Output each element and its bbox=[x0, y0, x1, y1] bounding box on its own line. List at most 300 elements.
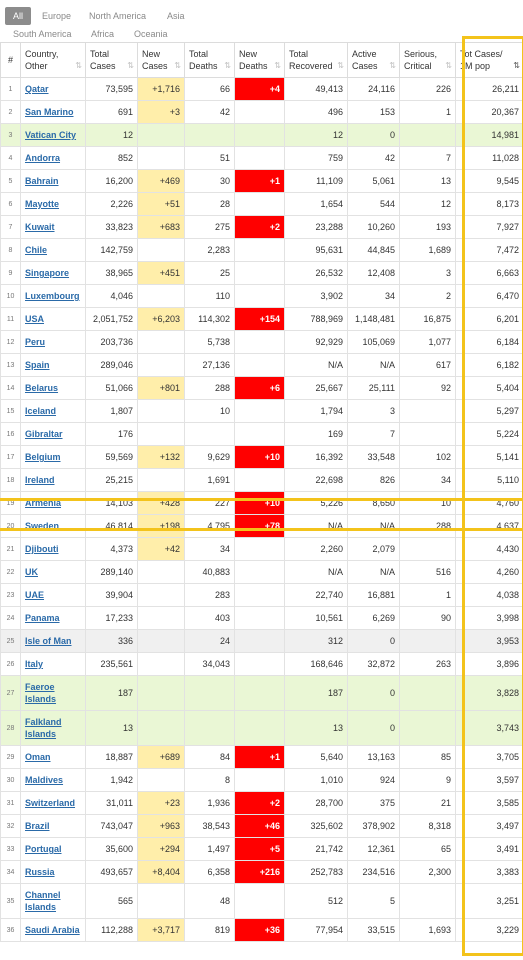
new-cases-cell bbox=[138, 285, 185, 308]
serious-critical-cell: 90 bbox=[400, 607, 456, 630]
country-cell bbox=[21, 607, 86, 630]
new-deaths-cell bbox=[235, 354, 285, 377]
cases-per-million-cell: 3,597 bbox=[456, 769, 523, 792]
new-deaths-cell bbox=[235, 607, 285, 630]
serious-critical-cell: 102 bbox=[400, 446, 456, 469]
serious-critical-cell: 1 bbox=[400, 101, 456, 124]
table-row bbox=[1, 446, 523, 469]
country-link[interactable]: Saudi Arabia bbox=[25, 925, 80, 935]
sort-icon: ⇅ bbox=[337, 61, 344, 70]
country-link[interactable]: Maldives bbox=[25, 775, 64, 785]
cases-per-million-cell: 3,705 bbox=[456, 746, 523, 769]
active-cases-cell: 10,260 bbox=[348, 216, 400, 239]
total-cases-cell: 1,807 bbox=[86, 400, 138, 423]
cases-per-million-cell: 4,260 bbox=[456, 561, 523, 584]
cases-per-million-cell: 5,141 bbox=[456, 446, 523, 469]
country-cell bbox=[21, 446, 86, 469]
cases-per-million-cell: 6,201 bbox=[456, 308, 523, 331]
serious-critical-cell: 263 bbox=[400, 653, 456, 676]
country-link[interactable]: Singapore bbox=[25, 268, 70, 278]
country-link[interactable]: Qatar bbox=[25, 84, 49, 94]
total-cases-cell: 565 bbox=[86, 884, 138, 919]
new-cases-cell bbox=[138, 884, 185, 919]
rank-cell: 27 bbox=[1, 676, 21, 711]
country-link[interactable]: UAE bbox=[25, 590, 45, 600]
serious-critical-cell: 21 bbox=[400, 792, 456, 815]
total-deaths-cell: 84 bbox=[185, 746, 235, 769]
cases-per-million-cell: 3,953 bbox=[456, 630, 523, 653]
rank-cell: 34 bbox=[1, 861, 21, 884]
table-body bbox=[1, 78, 523, 942]
col-header-rank[interactable]: # bbox=[1, 43, 21, 78]
total-cases-cell: 4,046 bbox=[86, 285, 138, 308]
total-recovered-cell: 92,929 bbox=[285, 331, 348, 354]
table-row bbox=[1, 78, 523, 101]
new-cases-cell bbox=[138, 584, 185, 607]
table-row bbox=[1, 354, 523, 377]
new-deaths-cell: +2 bbox=[235, 792, 285, 815]
new-cases-cell bbox=[138, 769, 185, 792]
total-deaths-cell: 24 bbox=[185, 630, 235, 653]
total-recovered-cell: 5,640 bbox=[285, 746, 348, 769]
rank-cell: 24 bbox=[1, 607, 21, 630]
new-cases-cell bbox=[138, 469, 185, 492]
cases-per-million-cell: 20,367 bbox=[456, 101, 523, 124]
country-link[interactable]: Vatican City bbox=[25, 130, 77, 140]
total-recovered-cell: N/A bbox=[285, 561, 348, 584]
new-deaths-cell bbox=[235, 239, 285, 262]
total-recovered-cell: 1,794 bbox=[285, 400, 348, 423]
total-recovered-cell: 13 bbox=[285, 711, 348, 746]
total-recovered-cell: 22,740 bbox=[285, 584, 348, 607]
cases-per-million-cell: 5,224 bbox=[456, 423, 523, 446]
total-cases-cell: 35,600 bbox=[86, 838, 138, 861]
cases-per-million-cell: 26,211 bbox=[456, 78, 523, 101]
new-cases-cell bbox=[138, 630, 185, 653]
total-deaths-cell: 5,738 bbox=[185, 331, 235, 354]
country-link[interactable]: San Marino bbox=[25, 107, 74, 117]
col-header-serious-critical[interactable]: Serious, Critical ⇅ bbox=[400, 43, 456, 78]
total-cases-cell: 1,942 bbox=[86, 769, 138, 792]
cases-per-million-cell: 9,545 bbox=[456, 170, 523, 193]
table-row bbox=[1, 676, 523, 711]
country-cell bbox=[21, 769, 86, 792]
new-cases-cell: +1,716 bbox=[138, 78, 185, 101]
table-header bbox=[1, 43, 523, 78]
rank-cell: 25 bbox=[1, 630, 21, 653]
active-cases-cell: 234,516 bbox=[348, 861, 400, 884]
total-deaths-cell: 30 bbox=[185, 170, 235, 193]
serious-critical-cell: 2,300 bbox=[400, 861, 456, 884]
new-cases-cell: +23 bbox=[138, 792, 185, 815]
country-link[interactable]: Isle of Man bbox=[25, 636, 72, 646]
total-deaths-cell: 1,691 bbox=[185, 469, 235, 492]
active-cases-cell: 12,361 bbox=[348, 838, 400, 861]
country-link[interactable]: Armenia bbox=[25, 498, 62, 508]
serious-critical-cell: 7 bbox=[400, 147, 456, 170]
cases-per-million-cell: 3,743 bbox=[456, 711, 523, 746]
active-cases-cell: 42 bbox=[348, 147, 400, 170]
total-deaths-cell: 40,883 bbox=[185, 561, 235, 584]
country-link[interactable]: Djibouti bbox=[25, 544, 59, 554]
country-cell bbox=[21, 711, 86, 746]
total-recovered-cell: 759 bbox=[285, 147, 348, 170]
col-header-cases-per-million[interactable]: Tot Cases/ 1M pop ⇅ bbox=[456, 43, 523, 78]
total-cases-cell: 493,657 bbox=[86, 861, 138, 884]
new-deaths-cell: +78 bbox=[235, 515, 285, 538]
new-deaths-cell bbox=[235, 584, 285, 607]
total-recovered-cell: 788,969 bbox=[285, 308, 348, 331]
rank-cell: 12 bbox=[1, 331, 21, 354]
col-header-total-deaths[interactable]: Total Deaths ⇅ bbox=[185, 43, 235, 78]
new-deaths-cell: +154 bbox=[235, 308, 285, 331]
country-link[interactable]: Andorra bbox=[25, 153, 61, 163]
total-deaths-cell: 1,497 bbox=[185, 838, 235, 861]
new-cases-cell: +51 bbox=[138, 193, 185, 216]
country-link[interactable]: Italy bbox=[25, 659, 44, 669]
table-row bbox=[1, 147, 523, 170]
active-cases-cell: 34 bbox=[348, 285, 400, 308]
cases-per-million-cell: 5,404 bbox=[456, 377, 523, 400]
cases-per-million-cell: 5,110 bbox=[456, 469, 523, 492]
new-cases-cell: +3,717 bbox=[138, 919, 185, 942]
table-row bbox=[1, 331, 523, 354]
total-deaths-cell: 110 bbox=[185, 285, 235, 308]
rank-cell: 5 bbox=[1, 170, 21, 193]
active-cases-cell: 8,650 bbox=[348, 492, 400, 515]
serious-critical-cell bbox=[400, 124, 456, 147]
active-cases-cell: 12,408 bbox=[348, 262, 400, 285]
active-cases-cell: 0 bbox=[348, 676, 400, 711]
country-cell bbox=[21, 78, 86, 101]
sort-icon: ⇅ bbox=[445, 61, 452, 70]
sort-icon: ⇅ bbox=[174, 61, 181, 70]
total-deaths-cell: 34 bbox=[185, 538, 235, 561]
total-cases-cell: 4,373 bbox=[86, 538, 138, 561]
country-cell bbox=[21, 492, 86, 515]
table-row bbox=[1, 124, 523, 147]
total-deaths-cell bbox=[185, 711, 235, 746]
rank-cell: 35 bbox=[1, 884, 21, 919]
country-link[interactable]: Portugal bbox=[25, 844, 62, 854]
cases-per-million-cell: 3,251 bbox=[456, 884, 523, 919]
new-deaths-cell: +2 bbox=[235, 216, 285, 239]
country-link[interactable]: Belarus bbox=[25, 383, 59, 393]
country-link[interactable]: Ireland bbox=[25, 475, 55, 485]
rank-cell: 4 bbox=[1, 147, 21, 170]
active-cases-cell: N/A bbox=[348, 354, 400, 377]
serious-critical-cell: 92 bbox=[400, 377, 456, 400]
table-row bbox=[1, 838, 523, 861]
cases-per-million-cell: 6,663 bbox=[456, 262, 523, 285]
col-header-total-cases[interactable]: Total Cases ⇅ bbox=[86, 43, 138, 78]
serious-critical-cell: 516 bbox=[400, 561, 456, 584]
country-link[interactable]: Mayotte bbox=[25, 199, 60, 209]
sort-active-icon: ⇅ bbox=[513, 61, 520, 70]
total-cases-cell: 852 bbox=[86, 147, 138, 170]
active-cases-cell: 105,069 bbox=[348, 331, 400, 354]
rank-cell: 36 bbox=[1, 919, 21, 942]
new-deaths-cell: +6 bbox=[235, 377, 285, 400]
total-deaths-cell: 8 bbox=[185, 769, 235, 792]
new-deaths-cell bbox=[235, 423, 285, 446]
total-cases-cell: 25,215 bbox=[86, 469, 138, 492]
rank-cell: 8 bbox=[1, 239, 21, 262]
serious-critical-cell: 226 bbox=[400, 78, 456, 101]
total-recovered-cell: 11,109 bbox=[285, 170, 348, 193]
active-cases-cell: 5,061 bbox=[348, 170, 400, 193]
cases-per-million-cell: 8,173 bbox=[456, 193, 523, 216]
total-recovered-cell: 252,783 bbox=[285, 861, 348, 884]
total-cases-cell: 176 bbox=[86, 423, 138, 446]
new-cases-cell bbox=[138, 423, 185, 446]
col-header-active-cases[interactable]: Active Cases ⇅ bbox=[348, 43, 400, 78]
sort-icon: ⇅ bbox=[274, 61, 281, 70]
country-cell bbox=[21, 538, 86, 561]
country-cell bbox=[21, 400, 86, 423]
total-cases-cell: 203,736 bbox=[86, 331, 138, 354]
tab-oceania[interactable]: Oceania bbox=[134, 29, 168, 39]
new-cases-cell bbox=[138, 400, 185, 423]
total-deaths-cell: 1,936 bbox=[185, 792, 235, 815]
new-cases-cell bbox=[138, 124, 185, 147]
serious-critical-cell: 288 bbox=[400, 515, 456, 538]
rank-cell: 33 bbox=[1, 838, 21, 861]
table-row bbox=[1, 607, 523, 630]
new-cases-cell bbox=[138, 676, 185, 711]
total-recovered-cell: 168,646 bbox=[285, 653, 348, 676]
country-cell bbox=[21, 423, 86, 446]
cases-per-million-cell: 3,383 bbox=[456, 861, 523, 884]
total-recovered-cell: 16,392 bbox=[285, 446, 348, 469]
col-header-new-cases[interactable]: New Cases ⇅ bbox=[138, 43, 185, 78]
serious-critical-cell: 2 bbox=[400, 285, 456, 308]
country-cell bbox=[21, 331, 86, 354]
serious-critical-cell: 34 bbox=[400, 469, 456, 492]
table-row bbox=[1, 262, 523, 285]
new-cases-cell bbox=[138, 607, 185, 630]
sort-icon: ⇅ bbox=[224, 61, 231, 70]
tab-europe[interactable]: Europe bbox=[42, 11, 72, 21]
country-link[interactable]: Falkland Islands bbox=[25, 717, 62, 739]
total-cases-cell: 12 bbox=[86, 124, 138, 147]
table-row bbox=[1, 400, 523, 423]
rank-cell: 22 bbox=[1, 561, 21, 584]
serious-critical-cell: 193 bbox=[400, 216, 456, 239]
country-link[interactable]: Faeroe Islands bbox=[25, 682, 57, 704]
serious-critical-cell: 12 bbox=[400, 193, 456, 216]
active-cases-cell: 5 bbox=[348, 884, 400, 919]
new-deaths-cell bbox=[235, 124, 285, 147]
new-deaths-cell bbox=[235, 561, 285, 584]
serious-critical-cell bbox=[400, 538, 456, 561]
rank-cell: 9 bbox=[1, 262, 21, 285]
total-recovered-cell: 10,561 bbox=[285, 607, 348, 630]
total-deaths-cell: 34,043 bbox=[185, 653, 235, 676]
country-link[interactable]: Belgium bbox=[25, 452, 61, 462]
total-recovered-cell: 77,954 bbox=[285, 919, 348, 942]
col-header-new-deaths[interactable]: New Deaths ⇅ bbox=[235, 43, 285, 78]
rank-cell: 16 bbox=[1, 423, 21, 446]
table-row bbox=[1, 538, 523, 561]
country-link[interactable]: Spain bbox=[25, 360, 50, 370]
total-recovered-cell: 25,667 bbox=[285, 377, 348, 400]
sort-icon: ⇅ bbox=[75, 61, 82, 70]
new-cases-cell: +8,404 bbox=[138, 861, 185, 884]
total-cases-cell: 336 bbox=[86, 630, 138, 653]
country-link[interactable]: Russia bbox=[25, 867, 55, 877]
total-recovered-cell: 28,700 bbox=[285, 792, 348, 815]
serious-critical-cell bbox=[400, 400, 456, 423]
new-deaths-cell: +4 bbox=[235, 78, 285, 101]
table-row bbox=[1, 377, 523, 400]
country-link[interactable]: Luxembourg bbox=[25, 291, 80, 301]
total-deaths-cell: 227 bbox=[185, 492, 235, 515]
table-row bbox=[1, 285, 523, 308]
serious-critical-cell: 1,077 bbox=[400, 331, 456, 354]
total-deaths-cell: 28 bbox=[185, 193, 235, 216]
new-cases-cell: +428 bbox=[138, 492, 185, 515]
new-deaths-cell bbox=[235, 147, 285, 170]
tab-all[interactable]: All bbox=[5, 7, 31, 25]
rank-cell: 21 bbox=[1, 538, 21, 561]
country-link[interactable]: Sweden bbox=[25, 521, 60, 531]
serious-critical-cell bbox=[400, 884, 456, 919]
country-cell bbox=[21, 884, 86, 919]
new-cases-cell: +132 bbox=[138, 446, 185, 469]
total-cases-cell: 16,200 bbox=[86, 170, 138, 193]
cases-per-million-cell: 4,430 bbox=[456, 538, 523, 561]
total-cases-cell: 289,140 bbox=[86, 561, 138, 584]
total-recovered-cell: 21,742 bbox=[285, 838, 348, 861]
new-cases-cell: +6,203 bbox=[138, 308, 185, 331]
country-link[interactable]: Bahrain bbox=[25, 176, 59, 186]
new-cases-cell: +3 bbox=[138, 101, 185, 124]
serious-critical-cell: 1 bbox=[400, 584, 456, 607]
total-recovered-cell: 496 bbox=[285, 101, 348, 124]
rank-cell: 13 bbox=[1, 354, 21, 377]
rank-cell: 23 bbox=[1, 584, 21, 607]
rank-cell: 10 bbox=[1, 285, 21, 308]
total-deaths-cell: 9,629 bbox=[185, 446, 235, 469]
rank-cell: 14 bbox=[1, 377, 21, 400]
rank-cell: 29 bbox=[1, 746, 21, 769]
covid-cases-table bbox=[0, 42, 523, 942]
country-link[interactable]: Kuwait bbox=[25, 222, 55, 232]
country-link[interactable]: Gibraltar bbox=[25, 429, 63, 439]
tab-africa[interactable]: Africa bbox=[91, 29, 115, 39]
total-deaths-cell: 275 bbox=[185, 216, 235, 239]
table-row bbox=[1, 884, 523, 919]
total-recovered-cell: 5,226 bbox=[285, 492, 348, 515]
total-deaths-cell: 114,302 bbox=[185, 308, 235, 331]
table-row bbox=[1, 170, 523, 193]
table-row bbox=[1, 584, 523, 607]
serious-critical-cell: 3 bbox=[400, 262, 456, 285]
country-link[interactable]: Brazil bbox=[25, 821, 50, 831]
total-cases-cell: 39,904 bbox=[86, 584, 138, 607]
total-recovered-cell: 312 bbox=[285, 630, 348, 653]
cases-per-million-cell: 5,297 bbox=[456, 400, 523, 423]
tab-asia[interactable]: Asia bbox=[167, 11, 185, 21]
country-cell bbox=[21, 101, 86, 124]
new-deaths-cell bbox=[235, 285, 285, 308]
table-row bbox=[1, 746, 523, 769]
new-cases-cell bbox=[138, 147, 185, 170]
tab-north-america[interactable]: North America bbox=[89, 11, 147, 21]
new-cases-cell: +451 bbox=[138, 262, 185, 285]
country-cell bbox=[21, 861, 86, 884]
cases-per-million-cell: 6,184 bbox=[456, 331, 523, 354]
rank-cell: 2 bbox=[1, 101, 21, 124]
total-recovered-cell: 49,413 bbox=[285, 78, 348, 101]
rank-cell: 7 bbox=[1, 216, 21, 239]
country-link[interactable]: USA bbox=[25, 314, 45, 324]
new-cases-cell: +801 bbox=[138, 377, 185, 400]
col-header-total-recovered[interactable]: Total Recovered ⇅ bbox=[285, 43, 348, 78]
rank-cell: 31 bbox=[1, 792, 21, 815]
cases-per-million-cell: 3,998 bbox=[456, 607, 523, 630]
cases-per-million-cell: 3,896 bbox=[456, 653, 523, 676]
rank-cell: 19 bbox=[1, 492, 21, 515]
table-row bbox=[1, 239, 523, 262]
total-cases-cell: 59,569 bbox=[86, 446, 138, 469]
rank-cell: 11 bbox=[1, 308, 21, 331]
country-cell bbox=[21, 193, 86, 216]
total-cases-cell: 51,066 bbox=[86, 377, 138, 400]
total-recovered-cell: 1,654 bbox=[285, 193, 348, 216]
total-deaths-cell: 51 bbox=[185, 147, 235, 170]
rank-cell: 28 bbox=[1, 711, 21, 746]
table-row bbox=[1, 216, 523, 239]
total-recovered-cell: N/A bbox=[285, 515, 348, 538]
country-link[interactable]: UK bbox=[25, 567, 38, 577]
total-cases-cell: 17,233 bbox=[86, 607, 138, 630]
total-recovered-cell: 169 bbox=[285, 423, 348, 446]
country-link[interactable]: Switzerland bbox=[25, 798, 76, 808]
country-cell bbox=[21, 469, 86, 492]
active-cases-cell: 378,902 bbox=[348, 815, 400, 838]
total-cases-cell: 2,051,752 bbox=[86, 308, 138, 331]
cases-per-million-cell: 7,472 bbox=[456, 239, 523, 262]
new-deaths-cell bbox=[235, 193, 285, 216]
new-cases-cell bbox=[138, 711, 185, 746]
tab-south-america[interactable]: South America bbox=[13, 29, 72, 39]
table-row bbox=[1, 515, 523, 538]
total-cases-cell: 112,288 bbox=[86, 919, 138, 942]
new-deaths-cell: +1 bbox=[235, 746, 285, 769]
total-cases-cell: 31,011 bbox=[86, 792, 138, 815]
new-deaths-cell: +10 bbox=[235, 446, 285, 469]
country-link[interactable]: Chile bbox=[25, 245, 48, 255]
total-cases-cell: 38,965 bbox=[86, 262, 138, 285]
new-deaths-cell: +10 bbox=[235, 492, 285, 515]
cases-per-million-cell: 14,981 bbox=[456, 124, 523, 147]
serious-critical-cell: 10 bbox=[400, 492, 456, 515]
country-link[interactable]: Iceland bbox=[25, 406, 57, 416]
serious-critical-cell bbox=[400, 711, 456, 746]
total-deaths-cell: 283 bbox=[185, 584, 235, 607]
col-header-country[interactable]: Country, Other ⇅ bbox=[21, 43, 86, 78]
new-cases-cell bbox=[138, 653, 185, 676]
country-cell bbox=[21, 515, 86, 538]
new-deaths-cell: +1 bbox=[235, 170, 285, 193]
country-link[interactable]: Oman bbox=[25, 752, 51, 762]
country-link[interactable]: Peru bbox=[25, 337, 46, 347]
total-deaths-cell: 66 bbox=[185, 78, 235, 101]
country-link[interactable]: Panama bbox=[25, 613, 60, 623]
country-link[interactable]: Channel Islands bbox=[25, 890, 61, 912]
